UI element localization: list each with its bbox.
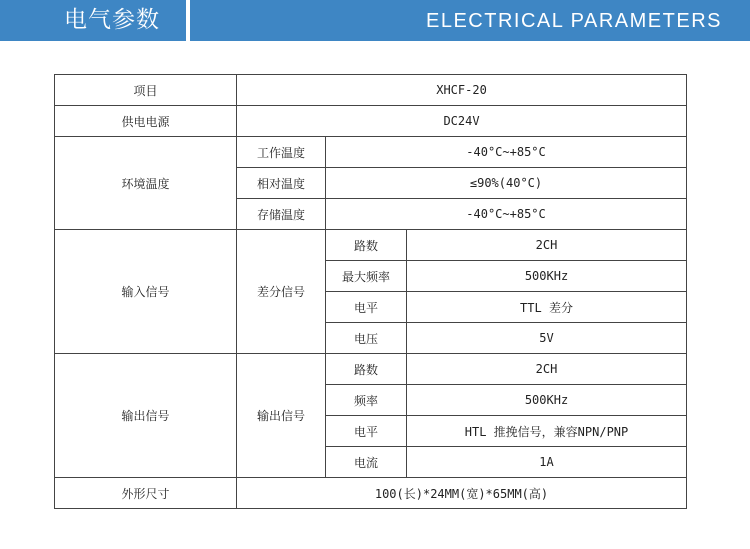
input-level-label: 电平 — [326, 292, 407, 323]
env-humidity-value: ≤90%(40°C) — [326, 168, 687, 199]
output-channels-label: 路数 — [326, 354, 407, 385]
page-title: 电气参数 — [64, 7, 160, 33]
output-current-label: 电流 — [326, 447, 407, 478]
environment-label: 环境温度 — [55, 137, 237, 230]
output-channels-value: 2CH — [407, 354, 687, 385]
input-channels-label: 路数 — [326, 230, 407, 261]
env-humidity-label: 相对温度 — [237, 168, 326, 199]
output-current-value: 1A — [407, 447, 687, 478]
output-level-value: HTL 推挽信号，兼容NPN/PNP — [407, 416, 687, 447]
env-operating-label: 工作温度 — [237, 137, 326, 168]
input-sub-label: 差分信号 — [237, 230, 326, 354]
output-label: 输出信号 — [55, 354, 237, 478]
power-label: 供电电源 — [55, 106, 237, 137]
table-row-item — [55, 75, 687, 106]
output-frequency-value: 500KHz — [407, 385, 687, 416]
input-channels-value: 2CH — [407, 230, 687, 261]
env-storage-label: 存储温度 — [237, 199, 326, 230]
input-level-value: TTL 差分 — [407, 292, 687, 323]
table-row-dimensions — [55, 478, 687, 509]
power-value: DC24V — [237, 106, 687, 137]
table-row-power — [55, 106, 687, 137]
output-level-label: 电平 — [326, 416, 407, 447]
dimensions-value: 100(长)*24MM(宽)*65MM(高) — [237, 478, 687, 509]
output-frequency-label: 频率 — [326, 385, 407, 416]
parameters-table — [54, 74, 687, 509]
input-frequency-label: 最大频率 — [326, 261, 407, 292]
input-voltage-label: 电压 — [326, 323, 407, 354]
table-row-env-operating — [55, 137, 687, 168]
page-subtitle: ELECTRICAL PARAMETERS — [425, 10, 722, 32]
header-divider — [186, 0, 190, 41]
model-value: XHCF-20 — [237, 75, 687, 106]
input-frequency-value: 500KHz — [407, 261, 687, 292]
input-voltage-value: 5V — [407, 323, 687, 354]
table-row-input-channels — [55, 230, 687, 261]
header-banner — [0, 0, 750, 41]
output-sub-label: 输出信号 — [237, 354, 326, 478]
input-label: 输入信号 — [55, 230, 237, 354]
item-header-label: 项目 — [55, 75, 237, 106]
dimensions-label: 外形尺寸 — [55, 478, 237, 509]
env-operating-value: -40°C~+85°C — [326, 137, 687, 168]
table-row-output-channels — [55, 354, 687, 385]
env-storage-value: -40°C~+85°C — [326, 199, 687, 230]
